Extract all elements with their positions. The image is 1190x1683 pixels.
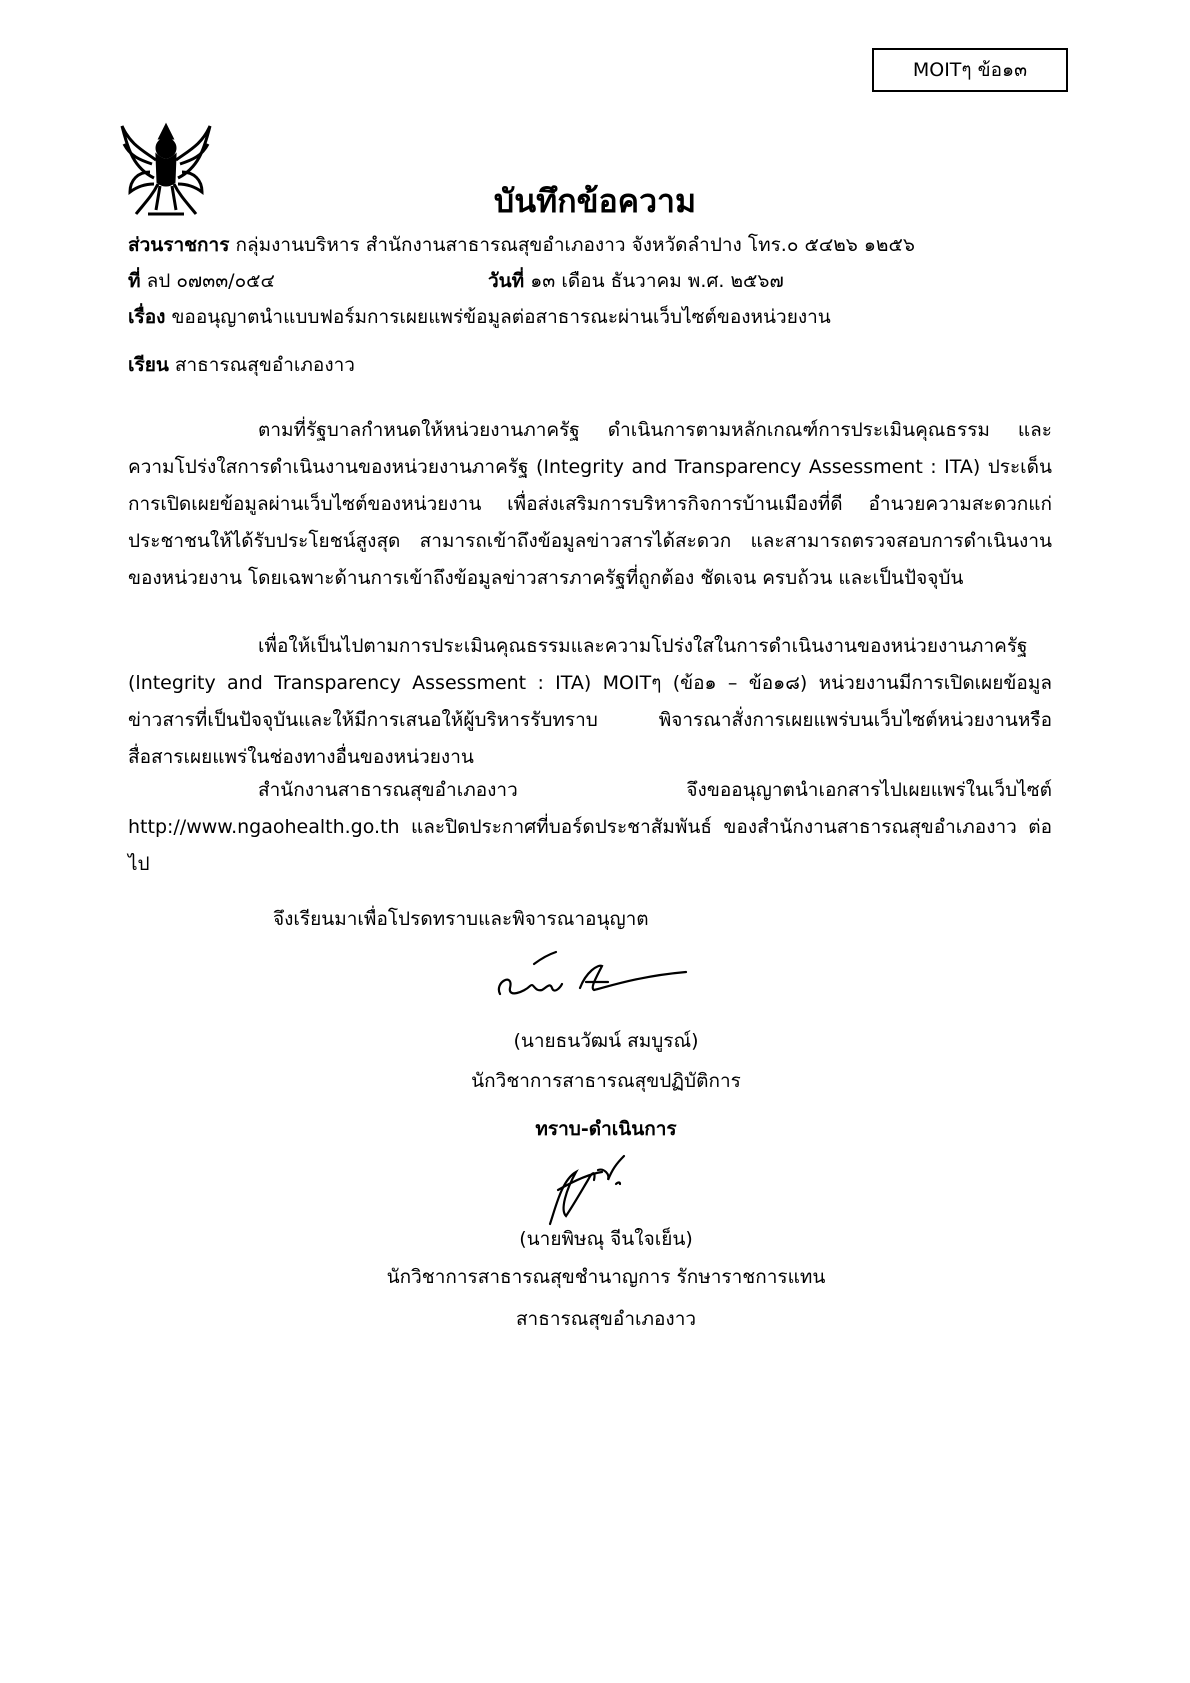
closing-line: จึงเรียนมาเพื่อโปรดทราบและพิจารณาอนุญาต [273,908,649,930]
body-paragraph-1: ตามที่รัฐบาลกำหนดให้หน่วยงานภาครัฐ ดำเนินการตามหลักเกณฑ์การประเมินคุณธรรม และความโปร่งใสการดำเนินงานของหน่วยงานภาครัฐ (Integrity and Transparency Assessment : ITA) ประเด็นการเปิดเผยข้อมูลผ่านเว็บไซต์ของหน่วยงาน เพื่อส่งเสริมการบริหารกิจการบ้านเมืองที่ดี อำนวยความสะดวกแก่ประชาชนให้ได้รับประโยชน์สูงสุด สามารถเข้าถึงข้อมูลข่าวสารได้สะดวก และสามารถตรวจสอบการดำเนินงานของหน่วยงาน โดยเฉพาะด้านการเข้าถึงข้อมูลข่าวสารภาครัฐที่ถูกต้อง ชัดเจน ครบถ้วน และเป็นปัจจุบัน [128,419,1052,589]
signer-1-position: นักวิชาการสาธารณสุขปฏิบัติการ [471,1070,741,1092]
signer-2-position: นักวิชาการสาธารณสุขชำนาญการ รักษาราชการแทน [386,1266,826,1288]
department-label: ส่วนราชการ [128,234,230,256]
addressee-value: สาธารณสุขอำเภองาว [174,354,355,376]
department-line [128,230,915,260]
date-label: วันที่ [488,270,525,292]
subject-value: ขออนุญาตนำแบบฟอร์มการเผยแพร่ข้อมูลต่อสาธารณะผ่านเว็บไซต์ของหน่วยงาน [171,306,831,328]
doc-number-line [128,266,275,296]
department-value: กลุ่มงานบริหาร สำนักงานสาธารณสุขอำเภองาว จังหวัดลำปาง โทร.๐ ๕๔๒๖ ๑๒๕๖ [235,234,915,256]
date-line [488,266,784,296]
reference-code-box: MOITๆ ข้อ๑๓ [872,48,1068,92]
signer-2-name: (นายพิษณุ จีนใจเย็น) [519,1228,693,1250]
subject-label: เรื่อง [128,306,166,328]
document-title: บันทึกข้อความ [493,182,697,220]
date-value: ๑๓ เดือน ธันวาคม พ.ศ. ๒๕๖๗ [530,270,784,292]
signer-2-position-2: สาธารณสุขอำเภองาว [515,1308,697,1330]
approval-label: ทราบ-ดำเนินการ [535,1118,677,1140]
doc-number-value: ลป ๐๗๓๓/๐๕๔ [146,270,275,292]
addressee-line [128,350,355,380]
body-paragraph-3: สำนักงานสาธารณสุขอำเภองาว จึงขออนุญาตนำเอกสารไปเผยแพร่ในเว็บไซต์ http://www.ngaohealth.go.th และปิดประกาศที่บอร์ดประชาสัมพันธ์ ของสำนักงานสาธารณสุขอำเภองาว ต่อไป [128,779,1052,875]
doc-number-label: ที่ [128,270,141,292]
signature-2 [536,1150,646,1230]
addressee-label: เรียน [128,354,169,376]
signature-1 [490,942,690,1012]
subject-line [128,302,831,332]
body-paragraph-2: เพื่อให้เป็นไปตามการประเมินคุณธรรมและความโปร่งใสในการดำเนินงานของหน่วยงานภาครัฐ (lntegrity and Transparency Assessment : ITA) MOITๆ (ข้อ๑ – ข้อ๑๘) หน่วยงานมีการเปิดเผยข้อมูลข่าวสารที่เป็นปัจจุบันและให้มีการเสนอให้ผู้บริหารรับทราบ พิจารณาสั่งการเผยแพร่บนเว็บไซต์หน่วยงานหรือสื่อสารเผยแพร่ในช่องทางอื่นของหน่วยงาน [128,635,1052,768]
signer-1-name: (นายธนวัฒน์ สมบูรณ์) [513,1030,699,1052]
